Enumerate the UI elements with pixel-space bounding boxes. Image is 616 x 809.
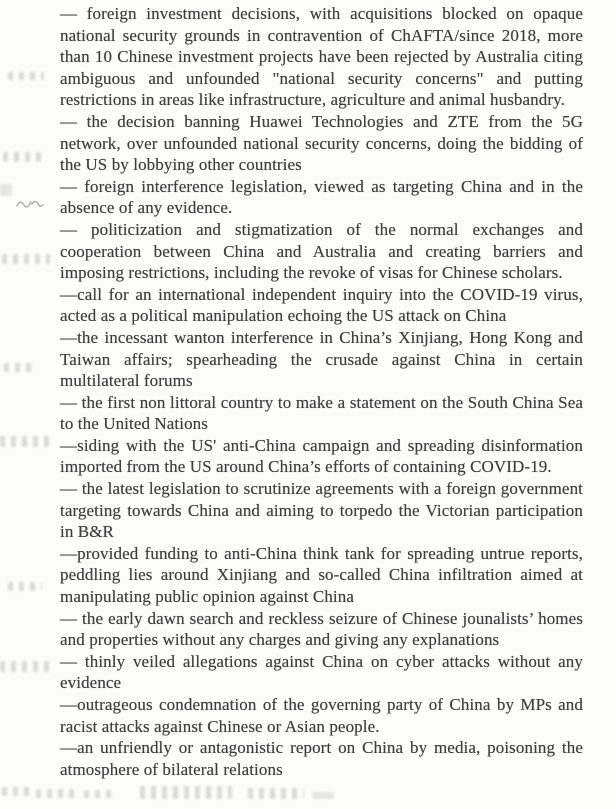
scan-smudge [0,184,12,196]
scan-smudge [3,152,41,162]
scan-smudge [36,789,78,798]
handwritten-margin-mark [15,195,45,211]
grievance-item-13: —outrageous condemnation of the governing party of China by MPs and racist attacks against Chinese or Asian people. [60,695,583,736]
grievance-item-12: — thinly veiled allegations against China on cyber attacks without any evidence [60,651,583,693]
grievance-item-7: — the first non littoral country to make a statement on the South China Sea to the United Nations [60,392,583,434]
scan-smudge [4,363,34,372]
scan-smudge [8,72,44,80]
grievance-item-11: — the early dawn search and reckless seizure of Chinese jounalists’ homes and properties without any charges and giving any explanations [60,608,583,650]
scan-smudge [140,786,232,799]
grievance-item-2: — the decision banning Huawei Technologies and ZTE from the 5G network, over unfounded national security concerns, doing the bidding of the US by lobbying other countries [60,111,583,175]
scan-smudge [312,792,334,799]
scan-smudge [248,788,304,799]
scan-smudge [8,582,42,591]
grievance-item-4: — politicization and stigmatization of the normal exchanges and cooperation between China and Australia and creating barriers and imposing restrictions, including the revoke of visas for Chinese scholars. [60,219,583,283]
grievance-item-10: —provided funding to anti-China think tank for spreading untrue reports, peddling lies around Xinjiang and so-called China infiltration aimed at manipulating public opinion against China [60,543,583,607]
grievance-item-8: —siding with the US' anti-China campaign and spreading disinformation imported from the US around China’s efforts of containing COVID-19. [60,435,583,477]
grievance-item-3: — foreign interference legislation, viewed as targeting China and in the absence of any evidence. [60,176,583,218]
grievance-item-9: — the latest legislation to scrutinize agreements with a foreign government targeting towards China and aiming to torpedo the Victorian participation in B&R [60,479,583,542]
scan-smudge [84,790,112,798]
scan-smudge [2,787,30,796]
grievance-item-5: —call for an international independent inquiry into the COVID-19 virus, acted as a political manipulation echoing the US attack on China [60,284,583,326]
grievance-item-1: — foreign investment decisions, with acquisitions blocked on opaque national security grounds in contravention of ChAFTA/since 2018, more than 10 Chinese investment projects have been rejected by Australia citing ambiguous and unfounded "national security concerns" and putting restrictions in areas like infrastructure, agriculture and animal husbandry. [60,4,583,110]
grievance-item-14: —an unfriendly or antagonistic report on China by media, poisoning the atmosphere of bilateral relations [60,738,583,779]
scan-smudge [2,254,50,264]
grievance-list [60,3,583,780]
grievance-item-6: —the incessant wanton interference in China’s Xinjiang, Hong Kong and Taiwan affairs; spearheading the crusade against China in certain multilateral forums [60,327,583,391]
scan-smudge [0,661,50,672]
scan-smudge [0,436,50,447]
